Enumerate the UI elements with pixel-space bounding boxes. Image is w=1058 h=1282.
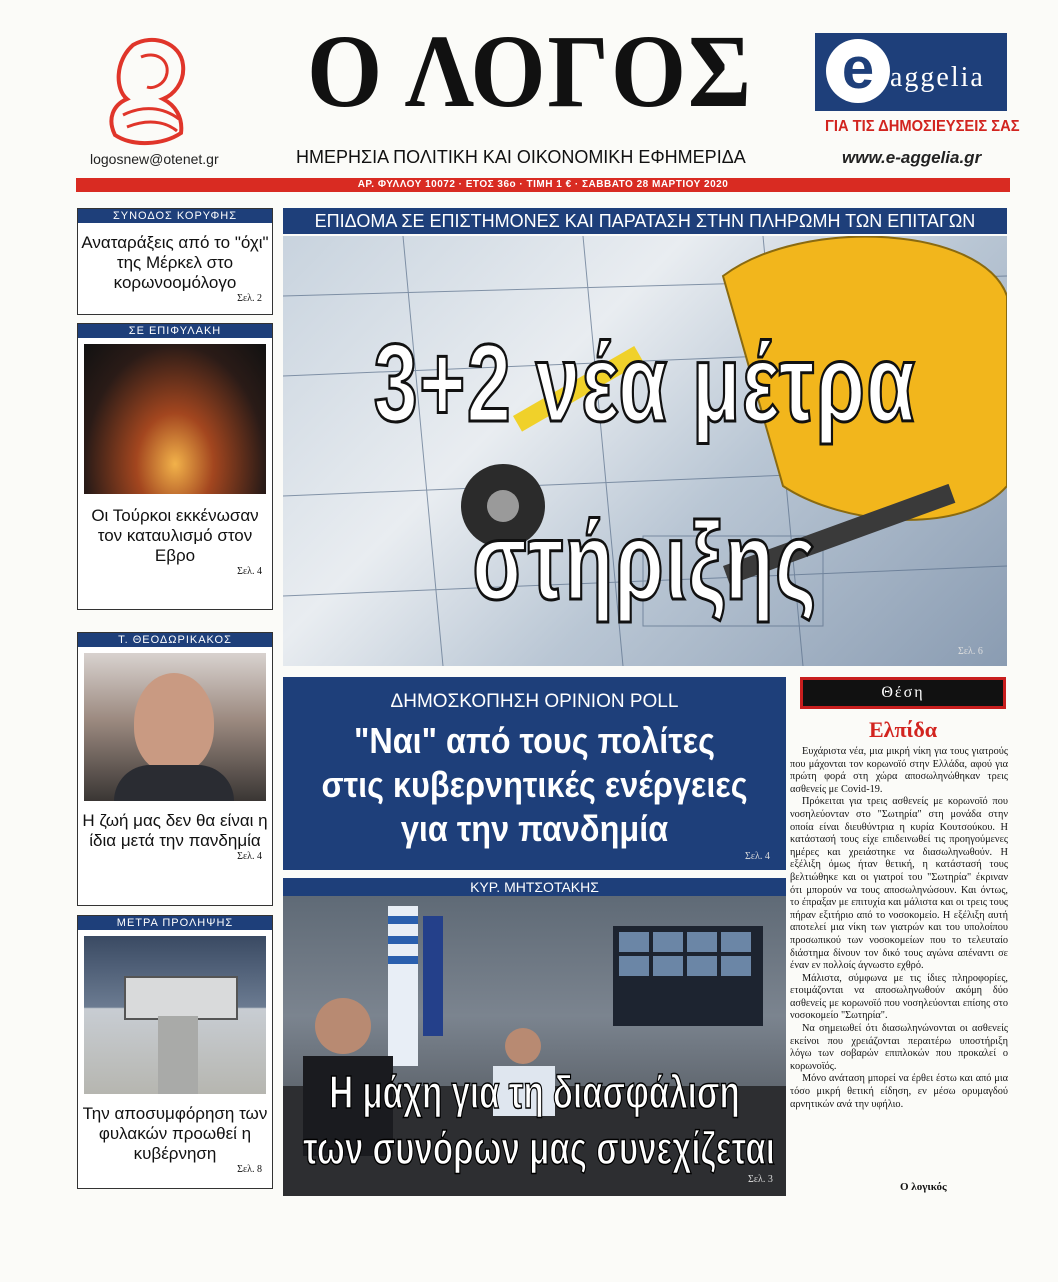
editorial-signature: Ο λογικός (900, 1181, 947, 1193)
fire-camp-photo (84, 344, 266, 494)
sidebar-story-text: Αναταράξεις από το "όχι" της Μέρκελ στο κορωνοομόλογο (81, 233, 269, 292)
poll-headline-line2: στις κυβερνητικές ενέργειες (321, 764, 748, 805)
contact-email[interactable]: logosnew@otenet.gr (90, 151, 219, 167)
sidebar-story-theodorikakos[interactable] (77, 632, 273, 906)
sidebar-story-text: Η ζωή μας δεν θα είναι η ίδια μετά την πανδημία (82, 811, 268, 850)
sidebar-story-label: ΣΕ ΕΠΙΦΥΛΑΚΗ (78, 324, 272, 338)
page-reference: Σελ. 3 (748, 1174, 773, 1185)
page-reference: Σελ. 6 (958, 646, 983, 657)
mitsotakis-headline-line2: των συνόρων μας συνεχίζεται (303, 1122, 775, 1174)
issue-info-bar: ΑΡ. ΦΥΛΛΟΥ 10072 · ΕΤΟΣ 36ο · ΤΙΜΗ 1 € · ΣΑΒΒΑΤΟ 28 ΜΑΡΤΙΟΥ 2020 (76, 178, 1010, 192)
newspaper-title: Ο ΛΟΓΟΣ (306, 14, 754, 129)
editorial-body (790, 746, 1008, 1111)
minister-portrait-photo (84, 653, 266, 801)
sidebar-story-summit[interactable] (77, 208, 273, 315)
poll-label: ΔΗΜΟΣΚΟΠΗΣΗ OPINION POLL (390, 691, 679, 712)
main-story-kicker: ΕΠΙΔΟΜΑ ΣΕ ΕΠΙΣΤΗΜΟΝΕΣ ΚΑΙ ΠΑΡΑΤΑΣΗ ΣΤΗΝ ΠΛΗΡΩΜΗ ΤΩΝ ΕΠΙΤΑΓΩΝ (283, 208, 1007, 234)
page-reference: Σελ. 4 (745, 851, 770, 862)
page-reference: Σελ. 8 (237, 1164, 262, 1175)
sidebar-story-evros[interactable] (77, 323, 273, 610)
page-reference: Σελ. 2 (237, 293, 262, 304)
sidebar-story-label: ΜΕΤΡΑ ΠΡΟΛΗΨΗΣ (78, 916, 272, 930)
newspaper-logo-illustration (103, 35, 203, 150)
editorial-paragraph: Μάλιστα, σύμφωνα με τις ίδιες πληροφορίες, ετοιμάζονται να αποσωληνωθούν ακόμη δύο ασθενείς με κορωνοϊό που νοσηλεύονται επίσης στο νοσοκομείο "Σωτηρία". (790, 972, 1008, 1022)
poll-headline-line3: για την πανδημία (400, 808, 669, 849)
eaggelia-tagline: ΓΙΑ ΤΙΣ ΔΗΜΟΣΙΕΥΣΕΙΣ ΣΑΣ (825, 118, 1020, 135)
sidebar-story-label: ΣΥΝΟΔΟΣ ΚΟΡΥΦΗΣ (78, 209, 272, 223)
main-headline-line1: 3+2 νέα μέτρα (373, 322, 917, 445)
editorial-paragraph: Να σημειωθεί ότι διασωληνώνονται οι ασθενείς εκείνοι που χρειάζονται περαιτέρω υποστήριξη λόγω των σοβαρών επιπλοκών που προκαλεί ο κορωνοϊός. (790, 1023, 1008, 1072)
editorial-paragraph: Μόνο ανάταση μπορεί να έρθει έστω και από μια τόσο μικρή θετική είδηση, εν μέσω ορυμαγδού αρνητικών ανά την υφήλιο. (790, 1073, 1008, 1110)
mitsotakis-story[interactable] (283, 896, 786, 1196)
main-story-hero[interactable] (283, 236, 1007, 666)
sidebar-story-label: Τ. ΘΕΟΔΩΡΙΚΑΚΟΣ (78, 633, 272, 647)
poll-headline-line1: "Ναι" από τους πολίτες (353, 720, 716, 761)
sidebar-story-text: Την αποσυμφόρηση των φυλακών προωθεί η κυβέρνηση (82, 1104, 268, 1163)
editorial-paragraph: Πρόκειται για τρεις ασθενείς με κορωνοϊό που νοσηλεύονταν στο "Σωτηρία" στη μονάδα στην οποία είναι διευθύντρια η κυρία Κουτσούκου. Η κατάστασή τους είχε επιδεινωθεί τις προηγούμενες ημέρες και χρειάστηκε να διασωληνωθούν. Η εξέλιξη όμως ήταν θετική, η κατάστασή τους βελτιώθηκε και οι γιατροί του "Σωτηρία" έκριναν ότι μπορούν να τους αποσωληνώσουν. Και όντως, το έπραξαν με επιτυχία και μάλιστα και οι τρεις τους πήραν εξιτήριο από το νοσοκομείο. Η εξέλιξη αυτή αποτελεί μια νίκη των γιατρών και του υπολοίπου προσωπικού των νοσοκομείων που το τελευταίο διάστημα δίνουν τον δικό τους αγώνα απέναντι σε έναν εν πολλοίς άγνωστο εχθρό. (790, 796, 1008, 972)
sidebar-story-prisons[interactable] (77, 915, 273, 1189)
editorial-title: Ελπίδα (868, 717, 938, 742)
prison-tower-photo (84, 936, 266, 1094)
eaggelia-logo-letter: e (826, 39, 890, 103)
eaggelia-logo-word: aggelia (890, 62, 985, 93)
mitsotakis-headline-line1: Η μάχη για τη διασφάλιση (329, 1066, 740, 1118)
editorial-paragraph: Ευχάριστα νέα, μια μικρή νίκη για τους γιατρούς που μάχονται τον κορωνοϊό στην Ελλάδα, αφού για πρώτη φορά στη χώρα αποσωληνώθηκαν τρεις ασθενείς με Covid-19. (790, 746, 1008, 795)
mitsotakis-label: ΚΥΡ. ΜΗΤΣΟΤΑΚΗΣ (283, 878, 786, 896)
sidebar-story-text: Οι Τούρκοι εκκένωσαν τον καταυλισμό στον Εβρο (91, 506, 259, 565)
page-reference: Σελ. 4 (237, 566, 262, 577)
page-reference: Σελ. 4 (237, 851, 262, 862)
editorial-label: Θέση (800, 677, 1006, 709)
newspaper-subtitle: ΗΜΕΡΗΣΙΑ ΠΟΛΙΤΙΚΗ ΚΑΙ ΟΙΚΟΝΟΜΙΚΗ ΕΦΗΜΕΡΙΔΑ (296, 147, 746, 167)
eaggelia-url[interactable]: www.e-aggelia.gr (842, 148, 982, 167)
poll-story[interactable] (283, 677, 786, 870)
main-headline-line2: στήριξης (472, 500, 818, 623)
